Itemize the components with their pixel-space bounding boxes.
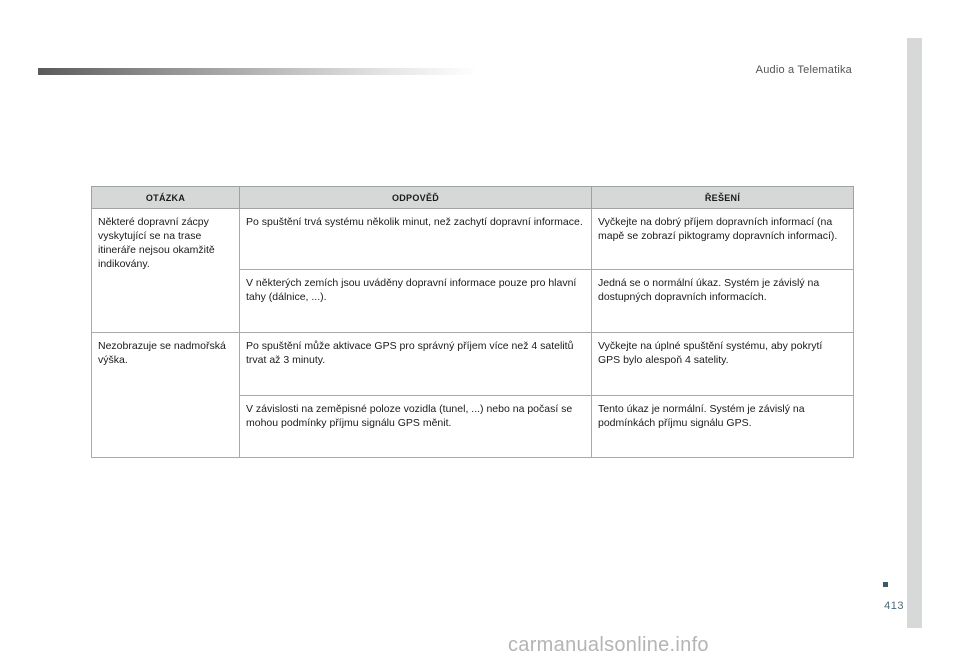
solution-cell: Vyčkejte na dobrý příjem dopravních informací (na mapě se zobrazí piktogramy dopravních informací). [592,209,854,270]
header-decoration-bar [38,68,478,75]
troubleshooting-table [91,186,854,458]
page-marker [883,582,888,587]
answer-cell: Po spuštění trvá systému několik minut, než zachytí dopravní informace. [240,209,592,270]
page-number: 413 [884,600,904,612]
answer-cell: V některých zemích jsou uváděny dopravní informace pouze pro hlavní tahy (dálnice, ...). [240,270,592,333]
answer-cell: Po spuštění může aktivace GPS pro správný příjem více než 4 satelitů trvat až 3 minuty. [240,333,592,396]
column-header-question: OTÁZKA [92,187,240,209]
table-header-row [92,187,854,209]
question-cell: Nezobrazuje se nadmořská výška. [92,333,240,458]
solution-cell: Tento úkaz je normální. Systém je závislý na podmínkách příjmu signálu GPS. [592,396,854,458]
solution-cell: Jedná se o normální úkaz. Systém je závislý na dostupných dopravních informacích. [592,270,854,333]
column-header-answer: ODPOVĚĎ [240,187,592,209]
section-title: Audio a Telematika [755,64,852,76]
solution-cell: Vyčkejte na úplné spuštění systému, aby pokrytí GPS bylo alespoň 4 satelity. [592,333,854,396]
table-row [92,209,854,270]
column-header-solution: ŘEŠENÍ [592,187,854,209]
page-side-strip [907,38,922,628]
answer-cell: V závislosti na zeměpisné poloze vozidla (tunel, ...) nebo na počasí se mohou podmínky příjmu signálu GPS měnit. [240,396,592,458]
table-row [92,333,854,396]
watermark: carmanualsonline.info [508,634,709,656]
question-cell: Některé dopravní zácpy vyskytující se na trase itineráře nejsou okamžitě indikovány. [92,209,240,333]
